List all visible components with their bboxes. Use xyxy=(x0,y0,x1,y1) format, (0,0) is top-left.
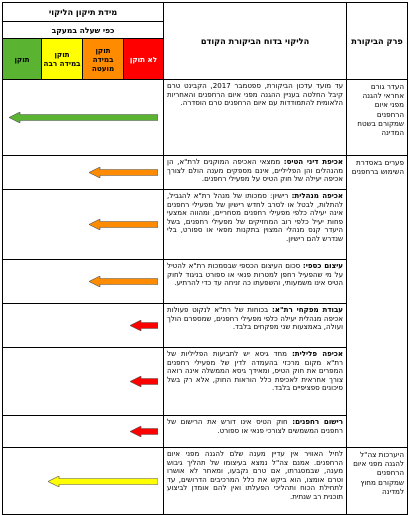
finding-text: לחיל האוויר אין עדיין מענה שלם להגנה מפני איום הרחפנים. אמנם צה"ל נמצא בעיצומו של תהליך גיבוש מענה, שבמסגרתו, אם טרם נקבעו, ומאחר לא אושרו וטרם אומצו, הוא ביקש את כלל המרכיבים הדרושים, עד לתחילת הכוח ותהליכי הפעלתו ואין להם אומדן לביצוע תוכנית רב שנתית. xyxy=(167,449,344,501)
finding-text: בכוחות של רת"א לנקוט פעולות אכיפה מנהלית יעילה כלפי מפעילי רחפנים, שמספרם הולך ועולה, באמצעות שני מפקחים בלבד. xyxy=(167,305,344,332)
rating-cell xyxy=(3,156,164,190)
finding-cell xyxy=(164,156,347,190)
table-row xyxy=(3,448,408,515)
rating-arrow-icon xyxy=(130,320,158,331)
topic-cell xyxy=(347,80,408,156)
finding-cell xyxy=(164,260,347,304)
rating-cell xyxy=(3,348,164,416)
finding-cell xyxy=(164,190,347,260)
topic-text: העדר גורם אחראי להגנה מפני איום הרחפנים שמקורם בשטח המדינה xyxy=(357,82,405,138)
finding-cell xyxy=(164,416,347,448)
rating-cell xyxy=(3,448,164,515)
topic-text: פערים באסדרת השימוש ברחפנים xyxy=(351,158,405,177)
rating-arrow-icon xyxy=(89,219,158,230)
rating-cell xyxy=(3,190,164,260)
rating-arrow-icon xyxy=(130,426,158,437)
finding-text: חוק הטיס אינו דורש את הרישום של רחפנים המשמשים לצורכי פנאי או ספורט. xyxy=(167,417,344,435)
scale-not-fixed: לא תוקן xyxy=(124,39,164,80)
topic-cell xyxy=(347,156,408,448)
rating-arrow-icon xyxy=(130,376,158,387)
header-row xyxy=(3,3,408,22)
finding-lead: עבודת מפקחי רת"א: xyxy=(271,305,344,314)
followup-subheader: כפי שעלה במעקב xyxy=(3,22,164,39)
rating-cell xyxy=(3,304,164,348)
finding-cell xyxy=(164,304,347,348)
followup-table xyxy=(2,2,408,515)
topic-cell xyxy=(347,448,408,515)
finding-cell xyxy=(164,448,347,515)
finding-text: מחד גיסא יש לתביעות הפליליות של רת"א מקום מרכזי בהעמדה לדין של מפעילי רחפנים המפרים את חוק הטיס, ומאידך גיסא הממשלה אינה רואה צורך אחראית לאכיפת כלל הוראות החוק, אלא רק בשל סיכונים ספציפיים בלבד. xyxy=(167,349,344,393)
table-row xyxy=(3,80,408,156)
rating-arrow-icon xyxy=(89,276,158,287)
finding-cell xyxy=(164,80,347,156)
finding-text: רישיון: סמכותו של מנהל רת"א להגביל, להתלות, לבטל או לסרב לחדש רישיון של מפעילי רחפנים אינה יעילה כלפי מפעילי רחפנים מסחריים, ומהווה אמצעי פחות יעיל כלפי רוב המחזיקים של מפעילי רחפנים, בשל היעדר קנס מנהלי המצוין בתקנות מפאי או ספורט, בלי שנדרש להם רישיון. xyxy=(167,191,344,243)
finding-text: עד מועד עדכון הביקורת, ספטמבר 2017, הקבינט טרם קיבל החלטה בעניין ההגנה מפני איום הרחפנים והאחריות הלאומית להתמודדות עם איום הרחפנים טרם הוסדרה. xyxy=(167,81,344,108)
rating-arrow-icon xyxy=(9,112,158,123)
finding-lead: עיצום כספי: xyxy=(302,261,344,270)
topic-text: היערכות צה"ל להגנה מפני איום הרחפנים שמקורם מחוץ למדינה xyxy=(353,450,405,496)
finding-cell xyxy=(164,348,347,416)
scale-slightly-fixed: תוקן במידה מועטה xyxy=(83,39,124,80)
rating-arrow-icon xyxy=(48,476,158,487)
finding-text: סכום העיצום הכספי שבסמכות רת"א להטיל על מי שהפעיל רחפן למטרות פנאי או ספורט בניגוד לחוק הטיס אינו משמעותי, והשפעתו כה זניחה עד כדי להרתיע. xyxy=(167,261,344,288)
finding-lead: אכיפה פלילית: xyxy=(291,349,344,358)
scale-fixed: תוקן xyxy=(3,39,42,80)
findings-header: הליקוי בדוח הביקורת הקודם xyxy=(164,3,347,80)
topic-header: פרק הביקורת xyxy=(347,3,408,80)
finding-lead: רישום רחפנים: xyxy=(292,417,344,426)
rating-cell xyxy=(3,416,164,448)
rating-arrow-icon xyxy=(89,167,158,178)
correction-extent-header: מידת תיקון הליקוי xyxy=(3,3,164,22)
rating-cell xyxy=(3,260,164,304)
finding-lead: אכיפה מנהלית: xyxy=(291,191,344,200)
table-row xyxy=(3,156,408,190)
rating-cell xyxy=(3,80,164,156)
scale-largely-fixed: תוקן במידה רבה xyxy=(42,39,83,80)
finding-text: ממצאי האכיפה המוקנים לרת"א, הן מהנהלים והן הפליליים, אינם מספקים מענה הולם לצורך אכיפה יעילה של חוק הטיס על מפעילי רחפנים. xyxy=(167,157,344,184)
finding-lead: אכיפת דיני הטיס: xyxy=(283,157,344,166)
